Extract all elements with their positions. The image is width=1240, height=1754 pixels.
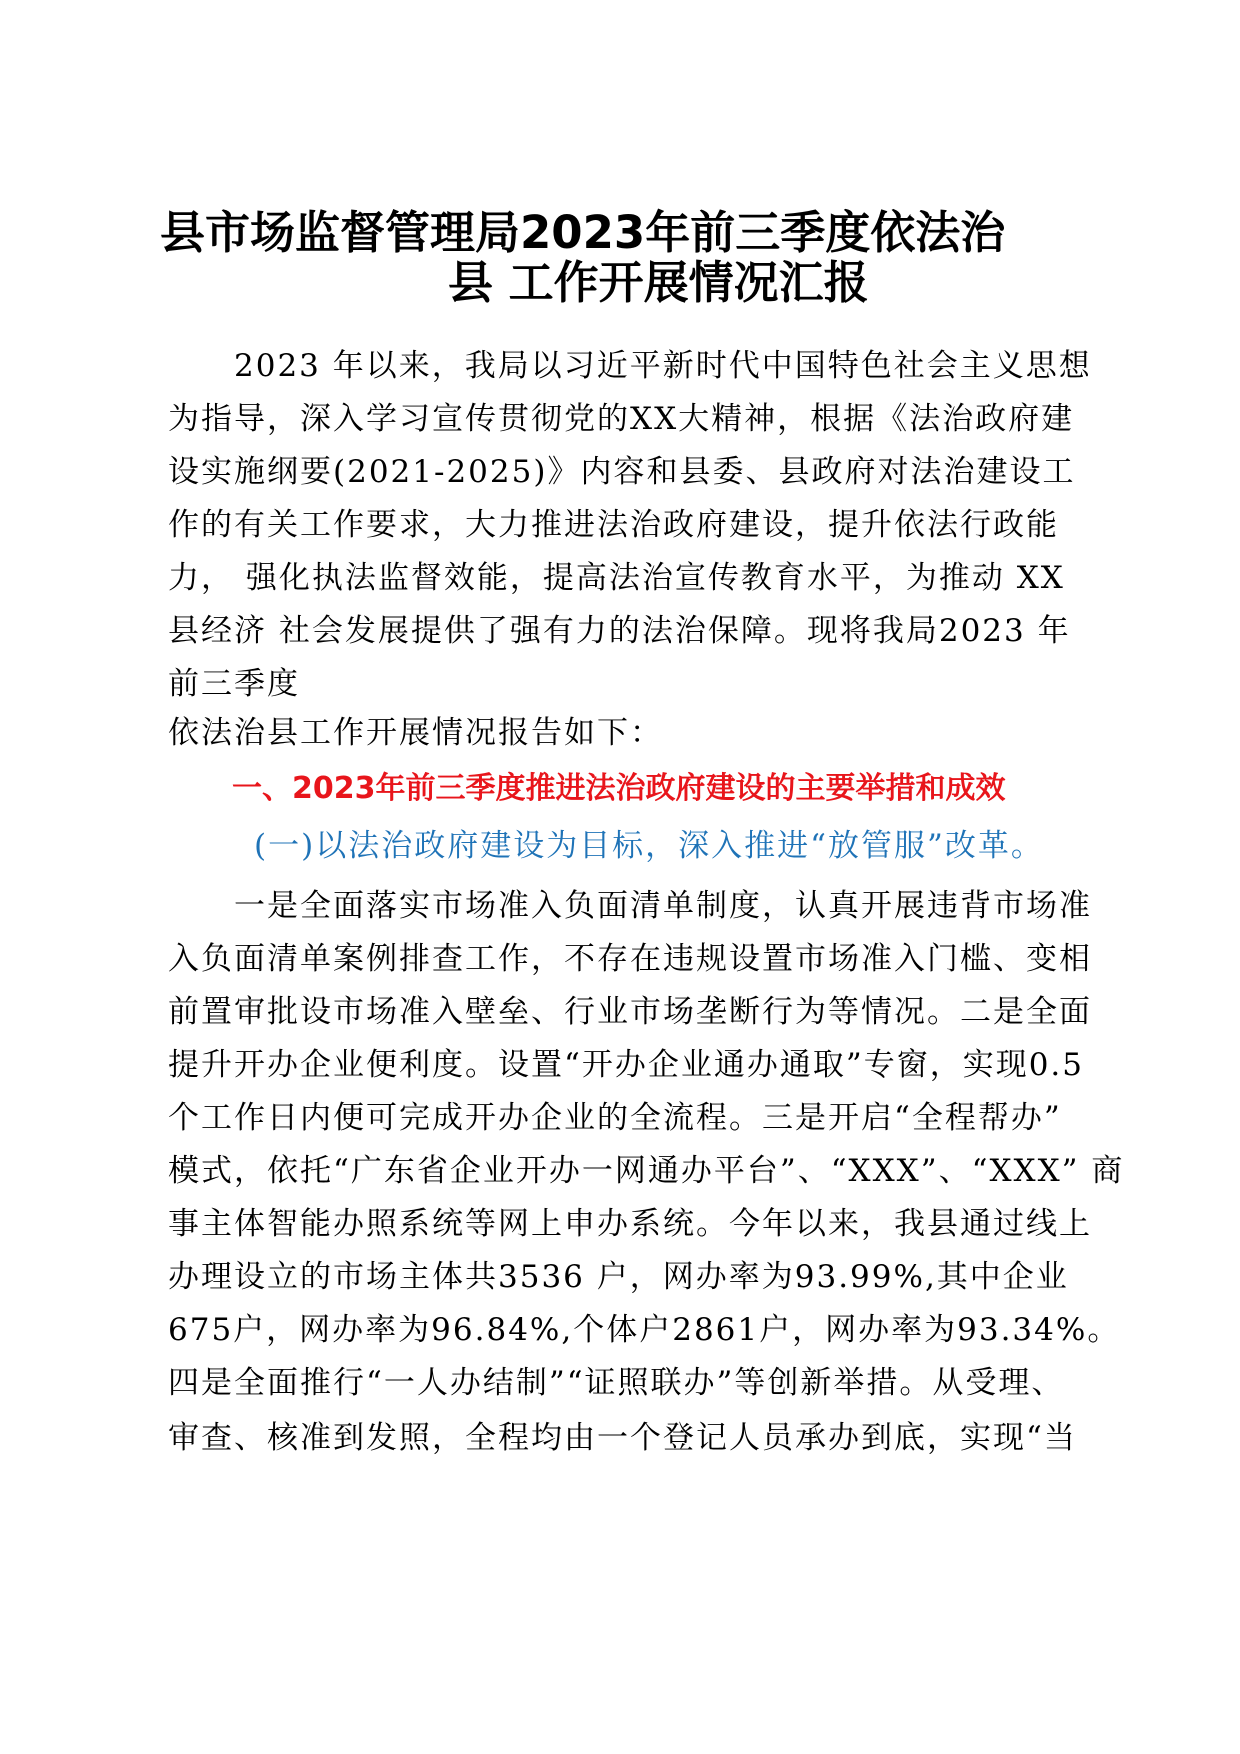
intro-paragraph-line: 力， 强化执法监督效能，提高法治宣传教育水平，为推动 XX bbox=[168, 560, 1065, 596]
intro-paragraph-line: 作的有关工作要求，大力推进法治政府建设，提升依法行政能 bbox=[168, 507, 1059, 543]
intro-paragraph-line: 前三季度 bbox=[168, 666, 300, 702]
body-paragraph-line: 四是全面推行“一人办结制”“证照联办”等创新举措。从受理、 bbox=[168, 1365, 1065, 1401]
intro-paragraph-line: 为指导，深入学习宣传贯彻党的XX大精神，根据《法治政府建 bbox=[168, 401, 1075, 437]
intro-paragraph-line: 2023 年以来，我局以习近平新时代中国特色社会主义思想 bbox=[168, 348, 1092, 384]
body-paragraph-line: 个工作日内便可完成开办企业的全流程。三是开启“全程帮办” bbox=[168, 1100, 1062, 1136]
intro-paragraph-line: 设实施纲要(2021-2025)》内容和县委、县政府对法治建设工 bbox=[168, 454, 1076, 490]
intro-paragraph-line: 依法治县工作开展情况报告如下： bbox=[168, 715, 663, 751]
body-paragraph-line: 模式，依托“广东省企业开办一网通办平台”、“XXX”、“XXX” 商 bbox=[168, 1153, 1125, 1189]
section-heading-1: 一、2023年前三季度推进法治政府建设的主要举措和成效 bbox=[232, 771, 1006, 806]
document-title-line-2: 县 工作开展情况汇报 bbox=[448, 256, 869, 309]
intro-paragraph-line: 县经济 社会发展提供了强有力的法治保障。现将我局2023 年 bbox=[168, 613, 1071, 649]
body-paragraph-line: 一是全面落实市场准入负面清单制度，认真开展违背市场准 bbox=[168, 888, 1092, 924]
subsection-heading-1: (一)以法治政府建设为目标，深入推进“放管服”改革。 bbox=[254, 828, 1044, 864]
body-paragraph-line: 提升开办企业便利度。设置“开办企业通办通取”专窗，实现0.5 bbox=[168, 1047, 1084, 1083]
body-paragraph-line: 675户，网办率为96.84%,个体户2861户，网办率为93.34%。 bbox=[168, 1312, 1121, 1348]
body-paragraph-line: 入负面清单案例排查工作，不存在违规设置市场准入门槛、变相 bbox=[168, 941, 1092, 977]
body-paragraph-line: 审查、核准到发照，全程均由一个登记人员承办到底，实现“当 bbox=[168, 1420, 1077, 1456]
body-paragraph-line: 前置审批设市场准入壁垒、行业市场垄断行为等情况。二是全面 bbox=[168, 994, 1092, 1030]
document-title-line-1: 县市场监督管理局2023年前三季度依法治 bbox=[160, 206, 1006, 259]
body-paragraph-line: 事主体智能办照系统等网上申办系统。今年以来，我县通过线上 bbox=[168, 1206, 1092, 1242]
body-paragraph-line: 办理设立的市场主体共3536 户，网办率为93.99%,其中企业 bbox=[168, 1259, 1069, 1295]
